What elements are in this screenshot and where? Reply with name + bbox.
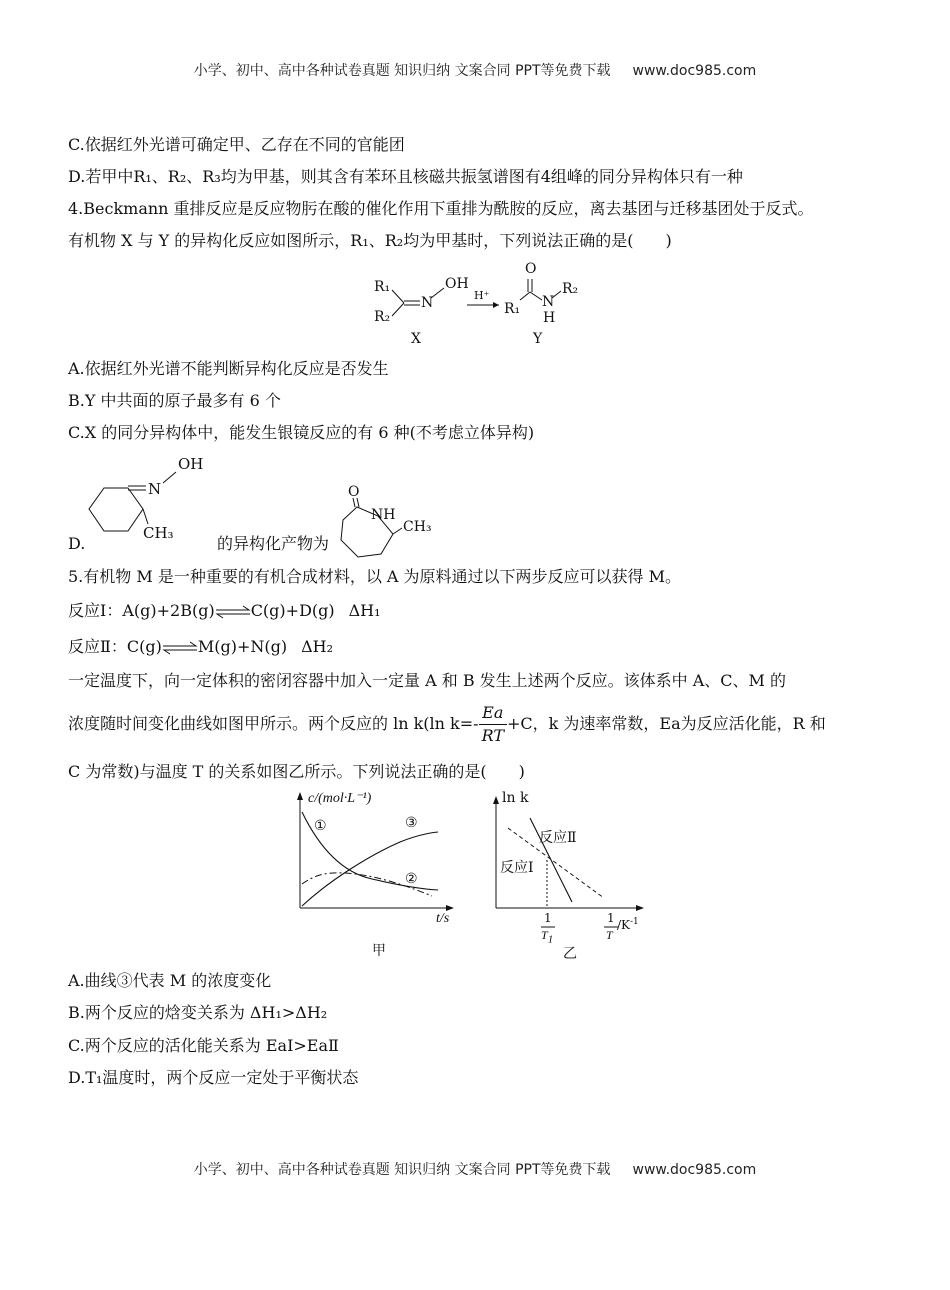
q4-option-a: A.依据红外光谱不能判断异构化反应是否发生 xyxy=(68,359,389,378)
q5-line4-a: 浓度随时间变化曲线如图甲所示。两个反应的 ln k(ln k=- xyxy=(68,714,479,733)
q5-stem-line5: C 为常数)与温度 T 的关系如图乙所示。下列说法正确的是( ) xyxy=(68,762,525,781)
y-h-label: H xyxy=(543,310,556,326)
reaction-2-label: 反应Ⅱ： xyxy=(68,637,127,656)
series-2-label: ② xyxy=(405,871,418,887)
y-compound-label: Y xyxy=(533,331,543,347)
fraction-numerator: Ea xyxy=(479,702,507,725)
x-numerator: 1 xyxy=(607,911,615,925)
t1-denominator: $T_1$ xyxy=(541,928,554,946)
chart-yi-y-arrow xyxy=(493,796,499,804)
q4-option-d-prefix: D. xyxy=(68,534,86,553)
header-text: 小学、初中、高中各种试卷真题 知识归纳 文案合同 PPT等免费下载 xyxy=(193,63,611,79)
lactam-o-label: O xyxy=(348,484,360,500)
reaction-1-label: 反应Ⅰ xyxy=(500,860,534,876)
q4-option-d-text: 的异构化产物为 xyxy=(217,534,330,553)
x-n-label: N xyxy=(421,295,434,311)
footer-text: 小学、初中、高中各种试卷真题 知识归纳 文案合同 PPT等免费下载 xyxy=(193,1162,611,1178)
x-r1-label: R₁ xyxy=(374,279,391,295)
page-footer xyxy=(0,1159,950,1179)
chart-yi-y-label: ln k xyxy=(502,790,529,806)
q4-option-c: C.X 的同分异构体中，能发生银镜反应的有 6 种(不考虑立体异构) xyxy=(68,423,535,442)
y-r1-label: R₁ xyxy=(504,301,521,317)
oxime-oh-label: OH xyxy=(178,455,204,473)
series-3-label: ③ xyxy=(405,815,418,831)
q5-line4-b: +C，k 为速率常数，Ea为反应活化能，R 和 xyxy=(507,714,826,733)
reaction-2-left: C(g) xyxy=(126,637,162,656)
q5-option-d: D.T₁温度时，两个反应一定处于平衡状态 xyxy=(68,1068,359,1087)
x-compound-label: X xyxy=(411,331,421,347)
t1-numerator: 1 xyxy=(544,911,552,925)
reaction-2-right: M(g)+N(g) xyxy=(197,637,288,656)
x-r2-label: R₂ xyxy=(374,309,391,325)
q4-stem-line1: 4.Beckmann 重排反应是反应物肟在酸的催化作用下重排为酰胺的反应，离去基团与迁移基团处于反式。 xyxy=(68,199,814,218)
lactam-nh-label: NH xyxy=(371,507,396,523)
q5-stem-line1: 5.有机物 M 是一种重要的有机合成材料，以 A 为原料通过以下两步反应可以获得 M。 xyxy=(68,567,682,586)
q5-option-b: B.两个反应的焓变关系为 ΔH₁>ΔH₂ xyxy=(68,1003,328,1022)
q3-option-d: D.若甲中R₁、R₂、R₃均为甲基，则其含有苯环且核磁共振氢谱图有4组峰的同分异构体只有一种 xyxy=(68,167,743,186)
q4-stem-line2: 有机物 X 与 Y 的异构化反应如图所示，R₁、R₂均为甲基时，下列说法正确的是( ) xyxy=(68,231,672,250)
reaction-1-label: 反应Ⅰ： xyxy=(68,601,123,620)
reaction-1-left: A(g)+2B(g) xyxy=(122,601,215,620)
q5-option-c: C.两个反应的活化能关系为 EaⅠ>EaⅡ xyxy=(68,1036,339,1055)
q5-stem-line3: 一定温度下，向一定体积的密闭容器中加入一定量 A 和 B 发生上述两个反应。该体系中 A、C、M 的 xyxy=(68,671,787,690)
q4-option-b: B.Y 中共面的原子最多有 6 个 xyxy=(68,391,281,410)
series-1-label: ① xyxy=(314,818,327,834)
chart-jia-title: 甲 xyxy=(372,943,386,959)
header-url[interactable]: www.doc985.com xyxy=(632,63,757,79)
chart-yi-x-arrow xyxy=(636,905,644,911)
oxime-ch3-label: CH₃ xyxy=(143,524,174,542)
x-denominator: T xyxy=(606,928,613,942)
x-oh-label: OH xyxy=(445,276,469,292)
x-unit: $/K^{-1}$ xyxy=(617,917,639,932)
chart-yi-title: 乙 xyxy=(563,946,577,962)
reaction-1-dh: ΔH₁ xyxy=(348,601,381,620)
lactam-ch3-label: CH₃ xyxy=(403,519,432,535)
q5-option-a: A.曲线③代表 M 的浓度变化 xyxy=(68,971,272,990)
reaction-2-dh: ΔH₂ xyxy=(301,637,334,656)
y-n-label: N xyxy=(542,294,555,310)
y-r2-label: R₂ xyxy=(562,281,579,297)
oxime-n-label: N xyxy=(148,480,162,498)
reaction-1-right: C(g)+D(g) xyxy=(250,601,335,620)
y-o-label: O xyxy=(525,261,537,277)
q3-option-c: C.依据红外光谱可确定甲、乙存在不同的官能团 xyxy=(68,135,405,154)
catalyst-label: H⁺ xyxy=(474,289,490,302)
reaction-2-label: 反应Ⅱ xyxy=(539,830,577,846)
chart-jia-x-label: t/s xyxy=(436,911,450,926)
fraction-denominator: RT xyxy=(481,726,504,745)
footer-url[interactable]: www.doc985.com xyxy=(632,1162,757,1178)
chart-jia-y-label: c/(mol·L⁻¹) xyxy=(308,791,372,806)
